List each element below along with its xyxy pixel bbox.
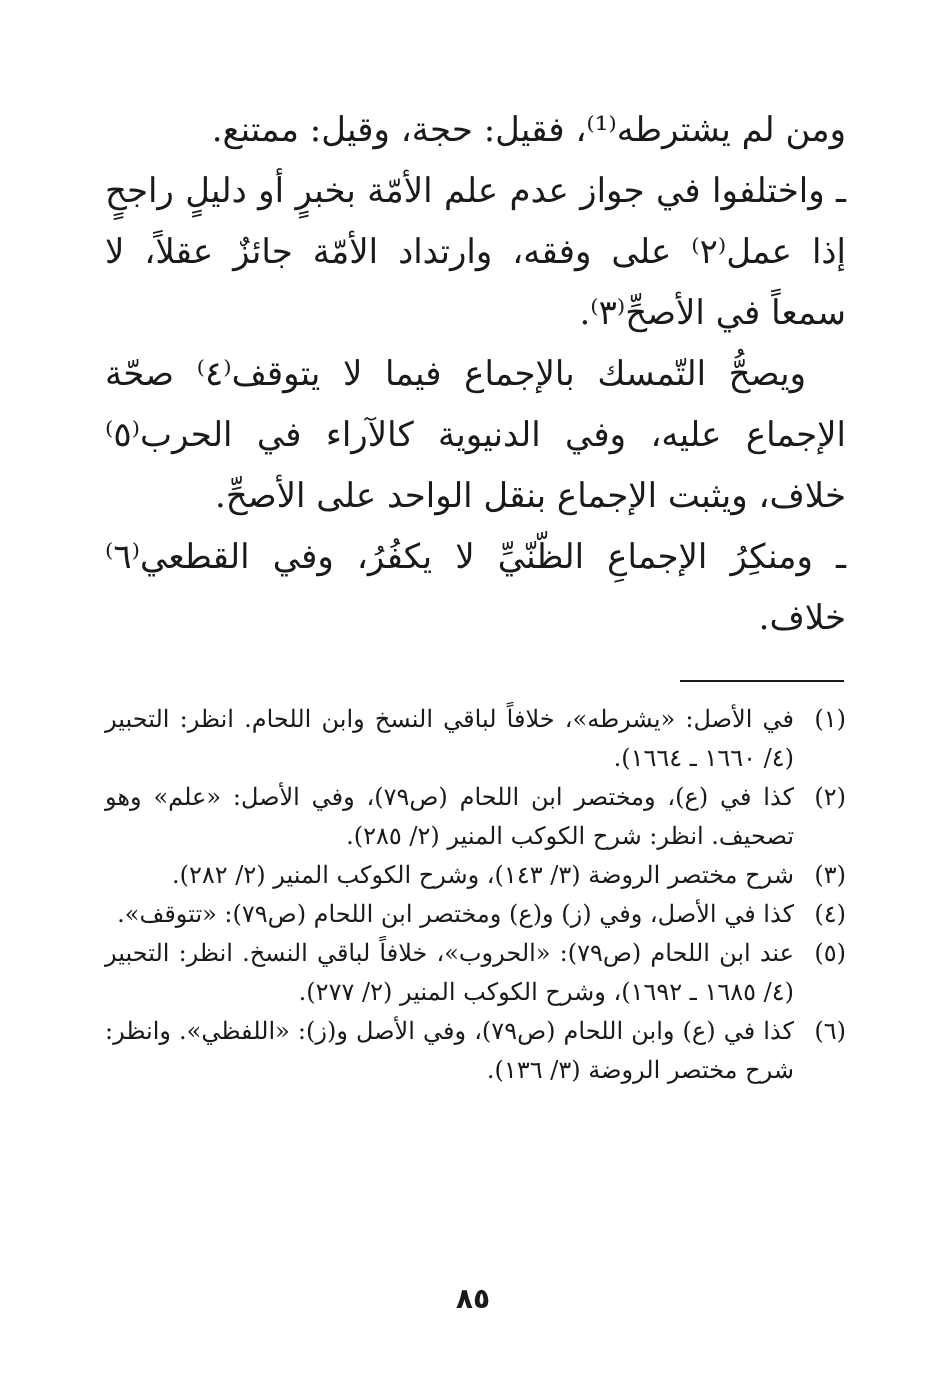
footnote-text: في الأصل: «يشرطه»، خلافاً لباقي النسخ وابن اللحام. انظر: التحبير (٤/ ١٦٦٠ ـ ١٦٦٤). [105, 705, 795, 772]
footnote-text: شرح مختصر الروضة (٣/ ١٤٣)، وشرح الكوكب المنير (٢/ ٢٨٢). [172, 861, 794, 889]
footnote [105, 856, 846, 895]
footnote [105, 934, 846, 1012]
footnote [105, 700, 846, 778]
footnote-number: (١) [814, 705, 846, 733]
footnote-number: (٦) [814, 1017, 846, 1045]
footnote-number: (٥) [814, 939, 846, 967]
footnote [105, 778, 846, 856]
paragraph: ومن لم يشترطه⁽¹⁾، فقيل: حجة، وقيل: ممتنع. [211, 110, 846, 150]
footnote [105, 895, 846, 934]
footnote-separator [680, 680, 844, 682]
footnote-text: كذا في (ع)، ومختصر ابن اللحام (ص٧٩)، وفي الأصل: «علم» وهو تصحيف. انظر: شرح الكوكب المنير (٢/ ٢٨٥). [105, 783, 794, 850]
footnote-number: (٣) [814, 861, 846, 889]
paragraph: ـ واختلفوا في جواز عدم علم الأمّة بخبرٍ أو دليلٍ راجحٍ إذا عمل⁽٢⁾ على وفقه، وارتداد الأمّة جائزٌ عقلاً، لا سمعاً في الأصحِّ⁽٣⁾. [105, 171, 847, 333]
page-number: ٨٥ [455, 1282, 491, 1315]
footnotes [105, 700, 846, 1090]
footnote-text: عند ابن اللحام (ص٧٩): «الحروب»، خلافاً لباقي النسخ. انظر: التحبير (٤/ ١٦٨٥ ـ ١٦٩٢)، وشرح الكوكب المنير (٢/ ٢٧٧). [105, 939, 794, 1006]
main-text [105, 100, 846, 649]
paragraph: ويصحُّ التّمسك بالإجماع فيما لا يتوقف⁽٤⁾ صحّة الإجماع عليه، وفي الدنيوية كالآراء في الحرب⁽٥⁾ خلاف، ويثبت الإجماع بنقل الواحد على الأصحِّ. [105, 354, 846, 516]
footnote-text: كذا في الأصل، وفي (ز) و(ع) ومختصر ابن اللحام (ص٧٩): «تتوقف». [117, 900, 794, 928]
footnote-number: (٤) [814, 900, 846, 928]
footnote [105, 1012, 846, 1090]
footnote-number: (٢) [814, 783, 846, 811]
footnote-text: كذا في (ع) وابن اللحام (ص٧٩)، وفي الأصل و(ز): «اللفظي». وانظر: شرح مختصر الروضة (٣/ ١٣٦). [105, 1017, 794, 1084]
paragraph: ـ ومنكِرُ الإجماعِ الظّنّيِّ لا يكفُرُ، وفي القطعي⁽٦⁾ خلاف. [105, 537, 846, 638]
